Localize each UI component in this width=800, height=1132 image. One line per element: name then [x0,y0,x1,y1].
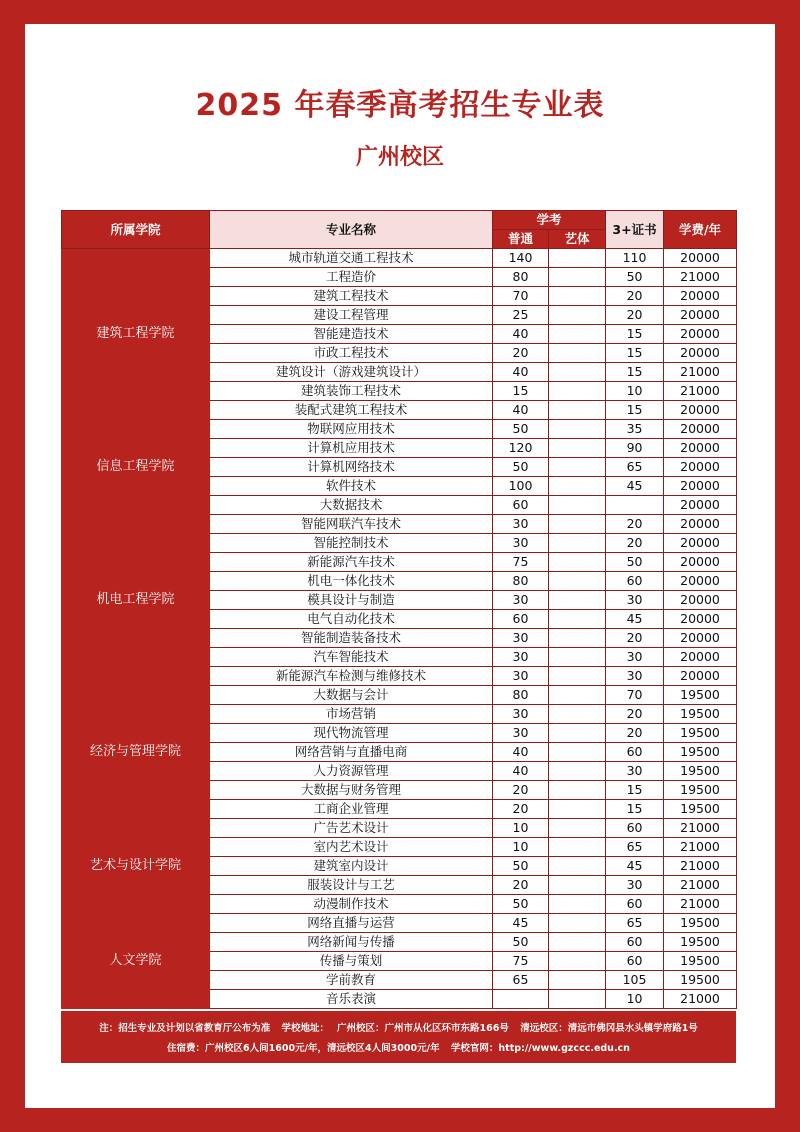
yiti-cell [549,876,606,895]
cert-cell: 30 [606,648,664,667]
fee-cell: 19500 [664,914,737,933]
fee-cell: 21000 [664,857,737,876]
header-cert: 3+证书 [606,211,664,249]
yiti-cell [549,382,606,401]
major-cell: 智能建造技术 [210,325,493,344]
yiti-cell [549,553,606,572]
footer-address-label: 学校地址： [281,1023,330,1034]
cert-cell: 45 [606,477,664,496]
fee-cell: 20000 [664,667,737,686]
major-cell: 工商企业管理 [210,800,493,819]
major-cell: 新能源汽车技术 [210,553,493,572]
fee-cell: 20000 [664,325,737,344]
fee-cell: 20000 [664,534,737,553]
cert-cell: 30 [606,876,664,895]
fee-cell: 20000 [664,477,737,496]
putong-cell: 140 [493,249,549,268]
yiti-cell [549,439,606,458]
cert-cell: 20 [606,705,664,724]
fee-cell: 20000 [664,249,737,268]
fee-cell: 21000 [664,268,737,287]
putong-cell: 30 [493,629,549,648]
cert-cell: 90 [606,439,664,458]
cert-cell: 15 [606,344,664,363]
fee-cell: 21000 [664,990,737,1009]
cert-cell: 65 [606,914,664,933]
yiti-cell [549,686,606,705]
header-yiti: 艺体 [549,230,606,249]
college-name: 人文学院 [62,914,210,1009]
yiti-cell [549,895,606,914]
cert-cell: 50 [606,553,664,572]
fee-cell: 21000 [664,363,737,382]
major-cell: 模具设计与制造 [210,591,493,610]
putong-cell: 80 [493,572,549,591]
putong-cell: 20 [493,344,549,363]
footer-bar [61,1011,736,1063]
putong-cell: 40 [493,325,549,344]
yiti-cell [549,629,606,648]
major-cell: 市政工程技术 [210,344,493,363]
fee-cell: 19500 [664,762,737,781]
major-cell: 工程造价 [210,268,493,287]
fee-cell: 19500 [664,781,737,800]
cert-cell: 30 [606,667,664,686]
fee-cell: 19500 [664,933,737,952]
enrollment-table [61,210,737,1009]
fee-cell: 20000 [664,420,737,439]
putong-cell: 60 [493,496,549,515]
yiti-cell [549,990,606,1009]
major-cell: 网络营销与直播电商 [210,743,493,762]
fee-cell: 19500 [664,705,737,724]
yiti-cell [549,819,606,838]
fee-cell: 21000 [664,838,737,857]
putong-cell: 70 [493,287,549,306]
fee-cell: 20000 [664,553,737,572]
major-cell: 计算机应用技术 [210,439,493,458]
page-title: 2025 年春季高考招生专业表 [195,88,605,123]
fee-cell: 20000 [664,629,737,648]
fee-cell: 20000 [664,572,737,591]
fee-cell: 19500 [664,971,737,990]
yiti-cell [549,458,606,477]
cert-cell: 20 [606,515,664,534]
cert-cell: 30 [606,591,664,610]
fee-cell: 21000 [664,876,737,895]
putong-cell: 20 [493,781,549,800]
fee-cell: 20000 [664,401,737,420]
fee-cell: 19500 [664,724,737,743]
cert-cell: 15 [606,401,664,420]
cert-cell: 110 [606,249,664,268]
footer-line-2 [61,1039,736,1059]
putong-cell: 30 [493,724,549,743]
fee-cell: 20000 [664,610,737,629]
major-cell: 网络新闻与传播 [210,933,493,952]
major-cell: 网络直播与运营 [210,914,493,933]
yiti-cell [549,743,606,762]
table-row [62,249,737,268]
yiti-cell [549,306,606,325]
putong-cell: 30 [493,515,549,534]
putong-cell: 45 [493,914,549,933]
yiti-cell [549,857,606,876]
header-fee: 学费/年 [664,211,737,249]
putong-cell: 40 [493,762,549,781]
fee-cell: 20000 [664,458,737,477]
major-cell: 建筑设计（游戏建筑设计） [210,363,493,382]
cert-cell [606,496,664,515]
cert-cell: 105 [606,971,664,990]
cert-cell: 15 [606,363,664,382]
yiti-cell [549,724,606,743]
fee-cell: 20000 [664,439,737,458]
putong-cell: 30 [493,667,549,686]
cert-cell: 65 [606,838,664,857]
putong-cell: 20 [493,876,549,895]
major-cell: 市场营销 [210,705,493,724]
putong-cell: 75 [493,553,549,572]
putong-cell: 40 [493,401,549,420]
yiti-cell [549,515,606,534]
cert-cell: 15 [606,800,664,819]
header-xuekao: 学考 [493,211,606,230]
cert-cell: 10 [606,382,664,401]
table-row [62,420,737,439]
major-cell: 大数据与会计 [210,686,493,705]
putong-cell: 50 [493,458,549,477]
header-major: 专业名称 [210,211,493,249]
major-cell: 建筑室内设计 [210,857,493,876]
cert-cell: 60 [606,895,664,914]
yiti-cell [549,952,606,971]
major-cell: 智能网联汽车技术 [210,515,493,534]
putong-cell: 40 [493,743,549,762]
putong-cell: 65 [493,971,549,990]
yiti-cell [549,914,606,933]
putong-cell: 75 [493,952,549,971]
cert-cell: 45 [606,610,664,629]
major-cell: 动漫制作技术 [210,895,493,914]
yiti-cell [549,705,606,724]
yiti-cell [549,838,606,857]
cert-cell: 60 [606,743,664,762]
yiti-cell [549,496,606,515]
putong-cell: 80 [493,686,549,705]
yiti-cell [549,344,606,363]
cert-cell: 20 [606,629,664,648]
major-cell: 现代物流管理 [210,724,493,743]
cert-cell: 10 [606,990,664,1009]
fee-cell: 21000 [664,895,737,914]
yiti-cell [549,325,606,344]
major-cell: 机电一体化技术 [210,572,493,591]
putong-cell: 50 [493,933,549,952]
college-name: 信息工程学院 [62,420,210,515]
yiti-cell [549,420,606,439]
cert-cell: 70 [606,686,664,705]
fee-cell: 20000 [664,287,737,306]
putong-cell [493,990,549,1009]
yiti-cell [549,781,606,800]
major-cell: 城市轨道交通工程技术 [210,249,493,268]
table-row [62,914,737,933]
major-cell: 软件技术 [210,477,493,496]
major-cell: 新能源汽车检测与维修技术 [210,667,493,686]
fee-cell: 21000 [664,819,737,838]
cert-cell: 60 [606,572,664,591]
major-cell: 电气自动化技术 [210,610,493,629]
major-cell: 广告艺术设计 [210,819,493,838]
putong-cell: 30 [493,705,549,724]
fee-cell: 19500 [664,743,737,762]
putong-cell: 120 [493,439,549,458]
putong-cell: 50 [493,420,549,439]
college-name: 艺术与设计学院 [62,819,210,914]
yiti-cell [549,572,606,591]
fee-cell: 19500 [664,952,737,971]
putong-cell: 60 [493,610,549,629]
fee-cell: 20000 [664,306,737,325]
major-cell: 物联网应用技术 [210,420,493,439]
fee-cell: 20000 [664,496,737,515]
yiti-cell [549,971,606,990]
college-name: 建筑工程学院 [62,249,210,420]
major-cell: 大数据与财务管理 [210,781,493,800]
putong-cell: 10 [493,838,549,857]
cert-cell: 65 [606,458,664,477]
fee-cell: 20000 [664,344,737,363]
college-name: 经济与管理学院 [62,686,210,819]
yiti-cell [549,287,606,306]
major-cell: 建筑装饰工程技术 [210,382,493,401]
cert-cell: 20 [606,534,664,553]
putong-cell: 30 [493,534,549,553]
major-cell: 大数据技术 [210,496,493,515]
major-cell: 建设工程管理 [210,306,493,325]
major-cell: 装配式建筑工程技术 [210,401,493,420]
putong-cell: 15 [493,382,549,401]
cert-cell: 20 [606,306,664,325]
footer-note: 注：招生专业及计划以省教育厅公布为准 [99,1023,271,1034]
major-cell: 人力资源管理 [210,762,493,781]
cert-cell: 60 [606,819,664,838]
putong-cell: 50 [493,857,549,876]
yiti-cell [549,268,606,287]
cert-cell: 35 [606,420,664,439]
yiti-cell [549,401,606,420]
major-cell: 建筑工程技术 [210,287,493,306]
college-name: 机电工程学院 [62,515,210,686]
cert-cell: 30 [606,762,664,781]
table-row [62,515,737,534]
yiti-cell [549,534,606,553]
table-row [62,819,737,838]
footer-dorm: 住宿费：广州校区6人间1600元/年，清远校区4人间3000元/年 [167,1043,440,1054]
major-cell: 传播与策划 [210,952,493,971]
major-cell: 室内艺术设计 [210,838,493,857]
cert-cell: 45 [606,857,664,876]
putong-cell: 10 [493,819,549,838]
fee-cell: 20000 [664,515,737,534]
cert-cell: 20 [606,724,664,743]
major-cell: 汽车智能技术 [210,648,493,667]
footer-line-1 [61,1019,736,1039]
header-college: 所属学院 [62,211,210,249]
major-cell: 音乐表演 [210,990,493,1009]
footer-campus-gz: 广州校区：广州市从化区环市东路166号 [337,1023,509,1034]
header-putong: 普通 [493,230,549,249]
major-cell: 服装设计与工艺 [210,876,493,895]
page-subtitle: 广州校区 [355,145,444,170]
putong-cell: 100 [493,477,549,496]
putong-cell: 20 [493,800,549,819]
table-header [62,211,737,249]
cert-cell: 50 [606,268,664,287]
cert-cell: 15 [606,781,664,800]
putong-cell: 30 [493,591,549,610]
footer-campus-qy: 清远校区：清远市佛冈县水头镇学府路1号 [520,1023,698,1034]
yiti-cell [549,800,606,819]
fee-cell: 21000 [664,382,737,401]
major-cell: 智能控制技术 [210,534,493,553]
yiti-cell [549,610,606,629]
cert-cell: 15 [606,325,664,344]
yiti-cell [549,363,606,382]
yiti-cell [549,477,606,496]
fee-cell: 20000 [664,591,737,610]
yiti-cell [549,648,606,667]
yiti-cell [549,249,606,268]
putong-cell: 40 [493,363,549,382]
major-cell: 计算机网络技术 [210,458,493,477]
yiti-cell [549,933,606,952]
putong-cell: 50 [493,895,549,914]
footer-website: 学校官网：http://www.gzccc.edu.cn [450,1043,630,1054]
fee-cell: 20000 [664,648,737,667]
fee-cell: 19500 [664,686,737,705]
cert-cell: 60 [606,933,664,952]
cert-cell: 60 [606,952,664,971]
major-cell: 智能制造装备技术 [210,629,493,648]
table-body [62,249,737,1009]
fee-cell: 19500 [664,800,737,819]
yiti-cell [549,591,606,610]
putong-cell: 25 [493,306,549,325]
cert-cell: 20 [606,287,664,306]
table-row [62,686,737,705]
yiti-cell [549,667,606,686]
yiti-cell [549,762,606,781]
putong-cell: 30 [493,648,549,667]
putong-cell: 80 [493,268,549,287]
major-cell: 学前教育 [210,971,493,990]
